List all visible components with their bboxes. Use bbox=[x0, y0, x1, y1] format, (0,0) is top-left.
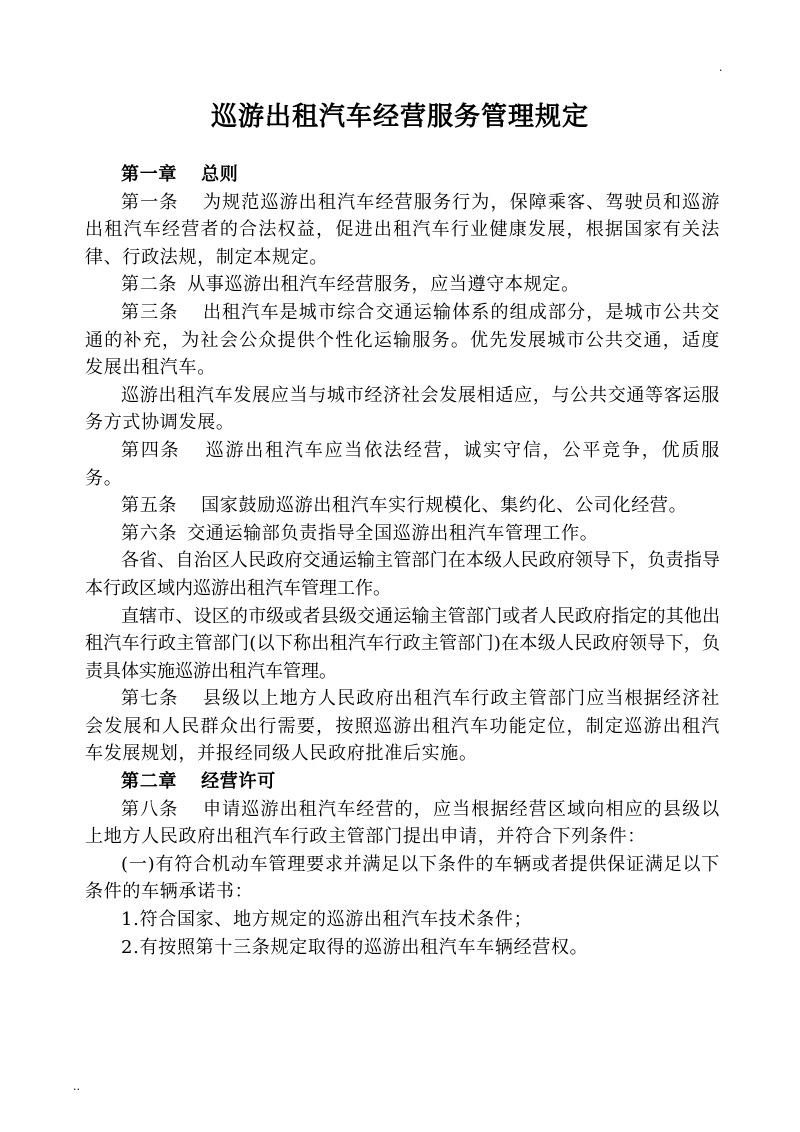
article-paragraph bbox=[85, 189, 720, 272]
article-text: 国家鼓励巡游出租汽车实行规模化、集约化、公司化经营。 bbox=[201, 495, 688, 517]
article-paragraph bbox=[85, 796, 720, 851]
chapter-title: 经营许可 bbox=[201, 771, 276, 793]
article-text: 从事巡游出租汽车经营服务，应当遵守本规定。 bbox=[187, 274, 580, 296]
list-item: 2.有按照第十三条规定取得的巡游出租汽车车辆经营权。 bbox=[121, 936, 589, 958]
article-number: 第五条 bbox=[121, 495, 178, 517]
chapter-number: 第二章 bbox=[121, 771, 178, 793]
document-title: 巡游出租汽车经营服务管理规定 bbox=[210, 102, 589, 132]
article-paragraph bbox=[85, 520, 720, 548]
article-paragraph bbox=[85, 299, 720, 382]
article-number: 第四条 bbox=[121, 439, 181, 461]
article-text: 县级以上地方人民政府出租汽车行政主管部门应当根据经济社会发展和人民群众出行需要，按照巡游出租汽车功能定位，制定巡游出租汽车发展规划，并报经同级人民政府批准后实施。 bbox=[85, 688, 720, 765]
article-number: 第二条 bbox=[121, 274, 178, 296]
article-number: 第三条 bbox=[121, 301, 179, 323]
article-text: 申请巡游出租汽车经营的，应当根据经营区域向相应的县级以上地方人民政府出租汽车行政主管部门提出申请，并符合下列条件： bbox=[85, 798, 720, 848]
chapter-heading bbox=[85, 161, 720, 189]
article-paragraph bbox=[85, 492, 720, 520]
body-paragraph: 各省、自治区人民政府交通运输主管部门在本级人民政府领导下，负责指导本行政区域内巡游出租汽车管理工作。 bbox=[85, 550, 720, 599]
article-paragraph bbox=[85, 685, 720, 768]
body-paragraph: 直辖市、设区的市级或者县级交通运输主管部门或者人民政府指定的其他出租汽车行政主管部门(以下称出租汽车行政主管部门)在本级人民政府领导下，负责具体实施巡游出租汽车管理。 bbox=[85, 605, 720, 682]
article-number: 第八条 bbox=[121, 798, 179, 820]
article-text: 出租汽车是城市综合交通运输体系的组成部分，是城市公共交通的补充，为社会公众提供个性化运输服务。优先发展城市公共交通，适度发展出租汽车。 bbox=[85, 301, 720, 379]
article-number: 第六条 bbox=[121, 522, 178, 544]
article-text: 交通运输部负责指导全国巡游出租汽车管理工作。 bbox=[187, 522, 599, 544]
chapter-number: 第一章 bbox=[121, 164, 178, 185]
article-paragraph bbox=[85, 271, 720, 299]
article-text: 为规范巡游出租汽车经营服务行为，保障乘客、驾驶员和巡游出租汽车经营者的合法权益，促进出租汽车行业健康发展，根据国家有关法律、行政法规，制定本规定。 bbox=[85, 191, 720, 268]
article-number: 第一条 bbox=[121, 191, 179, 213]
list-item: (一)有符合机动车管理要求并满足以下条件的车辆或者提供保证满足以下条件的车辆承诺书： bbox=[85, 853, 720, 903]
list-item: 1.符合国家、地方规定的巡游出租汽车技术条件； bbox=[121, 909, 533, 931]
article-paragraph bbox=[85, 437, 720, 492]
body-paragraph: 巡游出租汽车发展应当与城市经济社会发展相适应，与公共交通等客运服务方式协调发展。 bbox=[85, 384, 720, 434]
page-corner-mark: .. bbox=[73, 1080, 80, 1093]
chapter-heading bbox=[85, 768, 720, 796]
article-text: 巡游出租汽车应当依法经营，诚实守信，公平竞争，优质服务。 bbox=[85, 439, 720, 489]
article-number: 第七条 bbox=[121, 688, 179, 710]
chapter-title: 总则 bbox=[201, 164, 239, 185]
document-body bbox=[85, 161, 720, 961]
page-corner-mark: . bbox=[719, 61, 723, 74]
